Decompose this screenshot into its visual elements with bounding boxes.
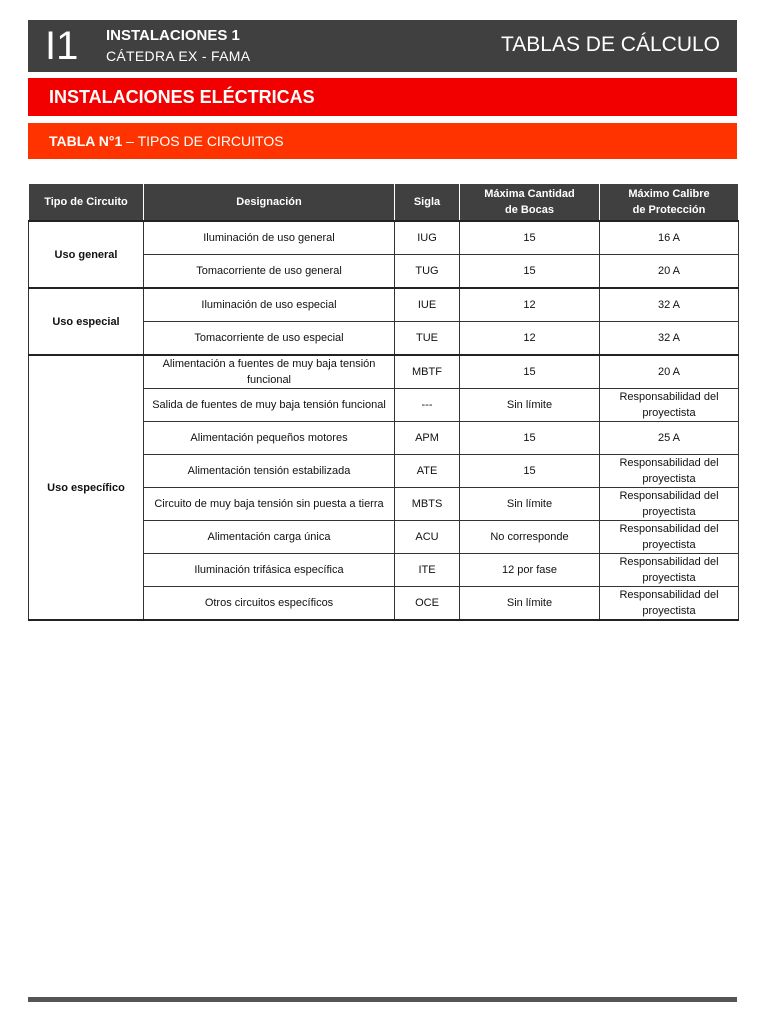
cell-designacion: Iluminación de uso especial: [144, 288, 395, 322]
cell-designacion: Salida de fuentes de muy baja tensión funcional: [144, 389, 395, 422]
section-banner: [28, 78, 737, 116]
cell-bocas: Sin límite: [460, 488, 600, 521]
table-caption-banner: [28, 123, 737, 159]
table-row: [29, 288, 739, 322]
header-calibre-line1: Máximo Calibre: [628, 188, 710, 200]
cell-sigla: TUG: [395, 255, 460, 289]
cell-bocas: 15: [460, 355, 600, 389]
cell-sigla: MBTF: [395, 355, 460, 389]
table-number: TABLA N°1: [49, 133, 123, 149]
cell-designacion: Otros circuitos específicos: [144, 587, 395, 621]
cell-bocas: 15: [460, 455, 600, 488]
header-bocas-line1: Máxima Cantidad: [484, 188, 575, 200]
cell-calibre: Responsabilidad del proyectista: [600, 455, 739, 488]
circuit-group-cell: Uso especial: [29, 288, 144, 355]
page-header: [28, 20, 737, 72]
course-title: INSTALACIONES 1: [106, 27, 240, 44]
circuit-group-cell: Uso específico: [29, 355, 144, 620]
cell-designacion: Circuito de muy baja tensión sin puesta a tierra: [144, 488, 395, 521]
caption-separator: –: [122, 133, 138, 149]
course-logo: I1: [45, 24, 79, 68]
circuit-types-table: [28, 183, 739, 621]
header-tipo: Tipo de Circuito: [29, 184, 144, 222]
header-designacion: Designación: [144, 184, 395, 222]
document-title: TABLAS DE CÁLCULO: [500, 33, 720, 56]
cell-calibre: Responsabilidad del proyectista: [600, 521, 739, 554]
cell-calibre: 16 A: [600, 221, 739, 255]
table-row: [29, 221, 739, 255]
section-title: INSTALACIONES ELÉCTRICAS: [49, 87, 315, 107]
cell-calibre: Responsabilidad del proyectista: [600, 587, 739, 621]
table-header-row: [29, 184, 739, 222]
cell-designacion: Alimentación pequeños motores: [144, 422, 395, 455]
cell-bocas: Sin límite: [460, 389, 600, 422]
cell-designacion: Alimentación carga única: [144, 521, 395, 554]
cell-sigla: ---: [395, 389, 460, 422]
cell-calibre: Responsabilidad del proyectista: [600, 488, 739, 521]
course-subtitle: CÁTEDRA EX - FAMA: [106, 48, 251, 64]
cell-calibre: Responsabilidad del proyectista: [600, 389, 739, 422]
header-calibre: [600, 184, 739, 222]
cell-sigla: MBTS: [395, 488, 460, 521]
cell-bocas: No corresponde: [460, 521, 600, 554]
cell-bocas: 12 por fase: [460, 554, 600, 587]
cell-bocas: 12: [460, 322, 600, 356]
cell-calibre: 32 A: [600, 322, 739, 356]
table-name: TIPOS DE CIRCUITOS: [137, 133, 284, 149]
cell-bocas: Sin límite: [460, 587, 600, 621]
cell-calibre: 20 A: [600, 255, 739, 289]
cell-designacion: Alimentación a fuentes de muy baja tensión funcional: [144, 355, 395, 389]
cell-designacion: Tomacorriente de uso general: [144, 255, 395, 289]
table-caption: [49, 133, 284, 149]
cell-sigla: ACU: [395, 521, 460, 554]
cell-bocas: 15: [460, 221, 600, 255]
cell-bocas: 15: [460, 255, 600, 289]
cell-sigla: IUE: [395, 288, 460, 322]
cell-sigla: ATE: [395, 455, 460, 488]
header-bocas-line2: de Bocas: [505, 204, 554, 216]
footer-rule: [28, 997, 737, 1002]
cell-sigla: APM: [395, 422, 460, 455]
cell-designacion: Iluminación trifásica específica: [144, 554, 395, 587]
header-calibre-line2: de Protección: [632, 204, 706, 216]
table-row: [29, 355, 739, 389]
cell-sigla: TUE: [395, 322, 460, 356]
cell-sigla: OCE: [395, 587, 460, 621]
cell-designacion: Alimentación tensión estabilizada: [144, 455, 395, 488]
circuit-group-cell: Uso general: [29, 221, 144, 288]
cell-sigla: ITE: [395, 554, 460, 587]
cell-bocas: 12: [460, 288, 600, 322]
cell-bocas: 15: [460, 422, 600, 455]
cell-designacion: Iluminación de uso general: [144, 221, 395, 255]
cell-sigla: IUG: [395, 221, 460, 255]
table-body: [29, 221, 739, 620]
cell-calibre: 25 A: [600, 422, 739, 455]
cell-calibre: Responsabilidad del proyectista: [600, 554, 739, 587]
cell-designacion: Tomacorriente de uso especial: [144, 322, 395, 356]
header-sigla: Sigla: [395, 184, 460, 222]
cell-calibre: 20 A: [600, 355, 739, 389]
header-bocas: [460, 184, 600, 222]
cell-calibre: 32 A: [600, 288, 739, 322]
